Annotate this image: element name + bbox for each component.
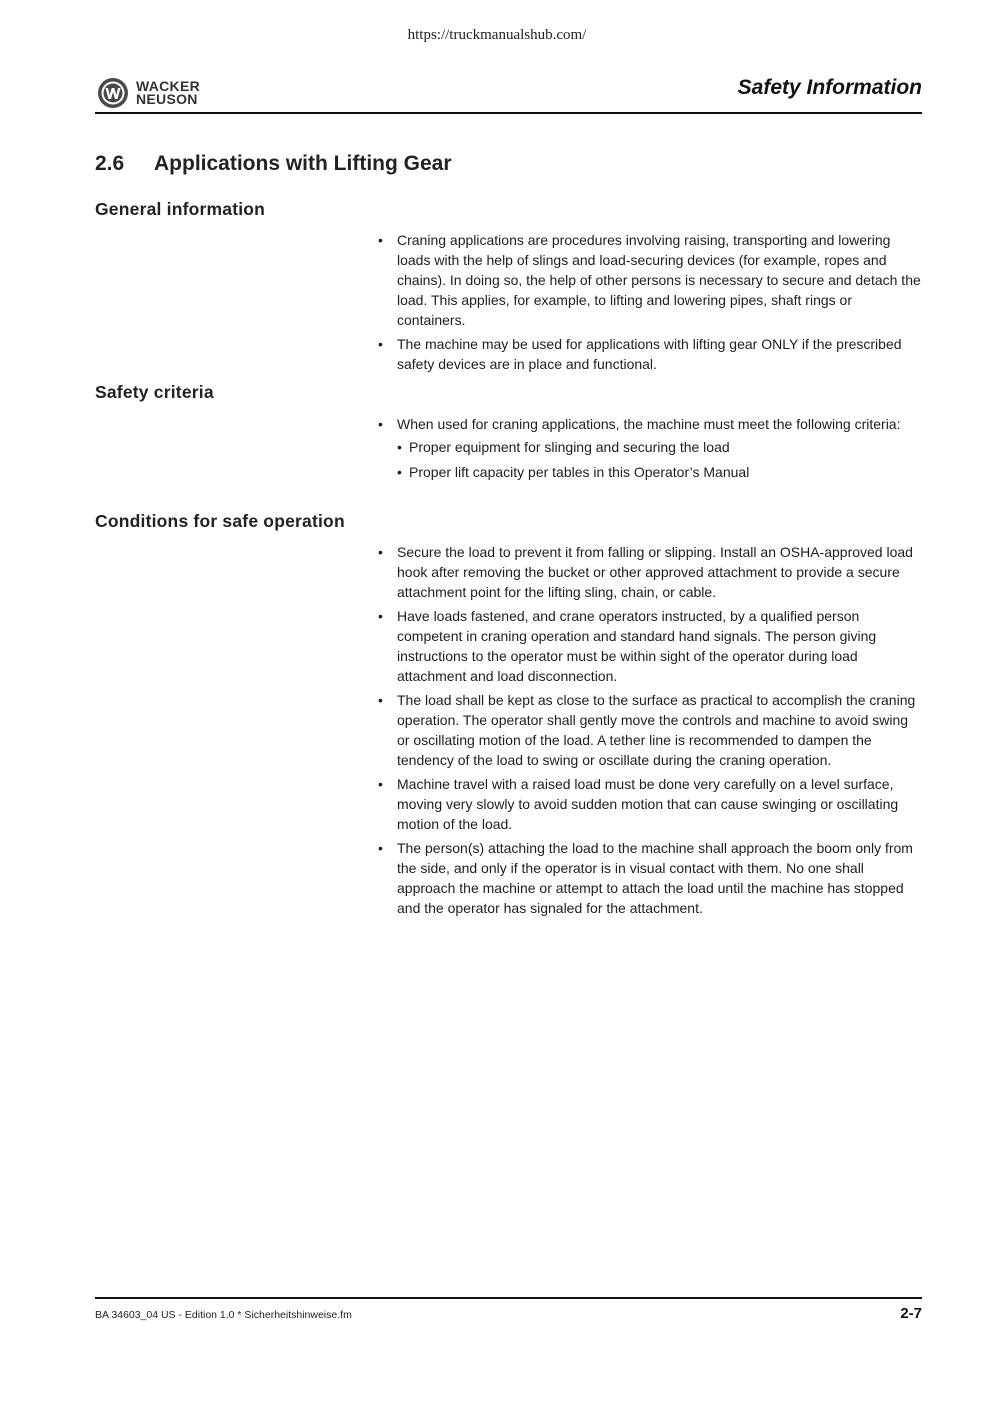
header-divider bbox=[95, 112, 922, 114]
conditions-heading: Conditions for safe operation bbox=[95, 511, 345, 531]
sublist-item: • Proper equipment for slinging and securing the load bbox=[397, 437, 924, 457]
list-item: • Secure the load to prevent it from falling or slipping. Install an OSHA-approved load hook after removing the bucket or other approved attachment to provide a secure attachment point for the lifting sling, chain, or cable. bbox=[376, 542, 924, 602]
document-info: BA 34603_04 US - Edition 1.0 * Sicherheitshinweise.fm bbox=[95, 1309, 352, 1321]
sublist-item: • Proper lift capacity per tables in this Operator’s Manual bbox=[397, 462, 924, 482]
safety-criteria-heading: Safety criteria bbox=[95, 382, 214, 402]
wacker-neuson-emblem-icon bbox=[97, 77, 129, 109]
logo-line-2: NEUSON bbox=[136, 91, 198, 107]
general-information-list bbox=[376, 230, 924, 378]
section-title-text: Applications with Lifting Gear bbox=[154, 152, 452, 175]
section-heading bbox=[95, 152, 452, 176]
page-number: 2-7 bbox=[900, 1305, 922, 1322]
list-item: • The machine may be used for applications with lifting gear ONLY if the prescribed safety devices are in place and functional. bbox=[376, 334, 924, 374]
criteria-intro: When used for craning applications, the machine must meet the following criteria: bbox=[397, 416, 901, 432]
list-item bbox=[376, 414, 924, 482]
list-item: • Machine travel with a raised load must be done very carefully on a level surface, moving very slowly to avoid sudden motion that can cause swinging or oscillating motion of the load. bbox=[376, 774, 924, 834]
source-url[interactable]: https://truckmanualshub.com/ bbox=[407, 27, 587, 43]
logo-line-1: WACKER bbox=[136, 78, 201, 94]
wacker-neuson-logo bbox=[97, 76, 200, 110]
conditions-list bbox=[376, 542, 924, 922]
list-item: • The person(s) attaching the load to the machine shall approach the boom only from the side, and only if the operator is in visual contact with them. No one shall approach the machine or attempt to attach the load until the machine has stopped and the operator has signaled for the attachment. bbox=[376, 838, 924, 918]
criteria-sublist bbox=[397, 437, 924, 482]
list-item: • The load shall be kept as close to the surface as practical to accomplish the craning operation. The operator shall gently move the controls and machine to avoid swing or oscillating motion of the load. A tether line is recommended to dampen the tendency of the load to swing or oscillate during the craning operation. bbox=[376, 690, 924, 770]
section-number: 2.6 bbox=[95, 152, 125, 175]
chapter-title: Safety Information bbox=[737, 76, 922, 99]
logo-wordmark bbox=[136, 80, 200, 106]
footer-divider bbox=[95, 1297, 922, 1299]
safety-criteria-list bbox=[376, 414, 924, 487]
list-item: • Have loads fastened, and crane operators instructed, by a qualified person competent in craning operation and standard hand signals. The person giving instructions to the operator must be within sight of the operator during load attachment and load disconnection. bbox=[376, 606, 924, 686]
list-item: • Craning applications are procedures involving raising, transporting and lowering loads with the help of slings and load-securing devices (for example, ropes and chains). In doing so, the help of other persons is necessary to secure and detach the load. This applies, for example, to lifting and lowering pipes, shaft rings or containers. bbox=[376, 230, 924, 330]
general-information-heading: General information bbox=[95, 199, 266, 219]
